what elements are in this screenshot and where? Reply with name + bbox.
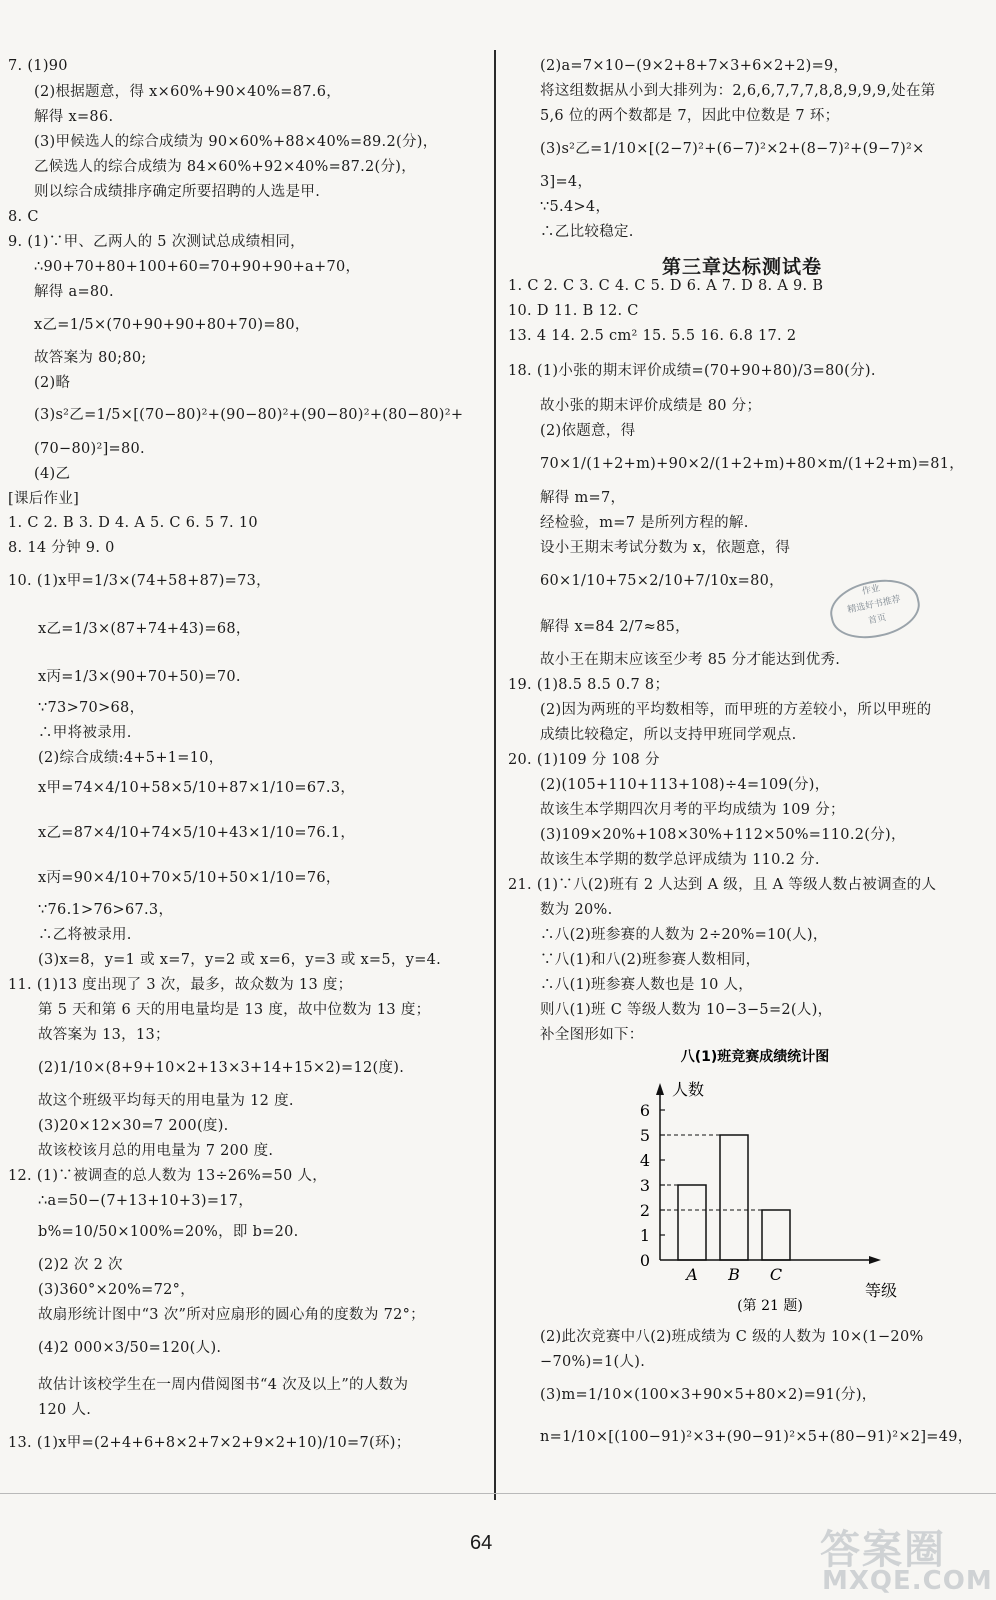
text-line: 7. (1)90 <box>8 58 68 74</box>
text-line: (4)乙 <box>34 466 71 482</box>
text-line: 解得 m=7， <box>540 490 626 506</box>
column-divider <box>494 50 496 1500</box>
text-line: (2)略 <box>34 375 71 391</box>
text-line: 数为 20%. <box>540 902 613 918</box>
text-line: 13. 4 14. 2.5 cm² 15. 5.5 16. 6.8 17. 2 <box>508 328 797 344</box>
y-tick-label: 6 <box>639 1101 650 1120</box>
text-line: 1. C 2. B 3. D 4. A 5. C 6. 5 7. 10 <box>8 515 258 531</box>
bar <box>762 1210 790 1260</box>
bar <box>678 1185 706 1260</box>
text-line: (3)s²乙=1/5×[(70−80)²+(90−80)²+(90−80)²+(80−80)²+ <box>34 407 464 423</box>
text-line: 8. 14 分钟 9. 0 <box>8 540 115 556</box>
page-number: 64 <box>470 1532 493 1554</box>
text-line: (2)(105+110+113+108)÷4=109(分)， <box>540 777 830 793</box>
stamp-line: 精选好书推荐 <box>846 594 902 616</box>
text-line: 设小王期末考试分数为 x，依题意，得 <box>540 540 791 556</box>
text-line: 70×1/(1+2+m)+90×2/(1+2+m)+80×m/(1+2+m)=81， <box>540 456 965 472</box>
text-line: ∴乙比较稳定. <box>540 224 634 240</box>
text-line: 1. C 2. C 3. C 4. C 5. D 6. A 7. D 8. A 9. B <box>508 278 824 294</box>
text-line: (3)109×20%+108×30%+112×50%=110.2(分)， <box>540 827 906 843</box>
text-line: 成绩比较稳定，所以支持甲班同学观点. <box>540 727 797 743</box>
text-line: x丙=90×4/10+70×5/10+50×1/10=76， <box>38 870 341 886</box>
text-line: ∵73>70>68， <box>38 700 145 716</box>
text-line: ∴八(1)班参赛人数也是 10 人， <box>540 977 754 993</box>
text-line: ∴甲将被录用. <box>38 725 132 741</box>
text-line: 第 5 天和第 6 天的用电量均是 13 度，故中位数为 13 度； <box>38 1002 431 1018</box>
text-line: 故估计该校学生在一周内借阅图书“4 次及以上”的人数为 <box>38 1377 409 1393</box>
text-line: 19. (1)8.5 8.5 0.7 8； <box>508 677 670 693</box>
text-line: (2)根据题意，得 x×60%+90×40%=87.6， <box>34 84 342 100</box>
bar <box>720 1135 748 1260</box>
text-line: ∵5.4>4， <box>540 199 611 215</box>
y-tick-label: 1 <box>639 1226 650 1245</box>
text-line: 9. (1)∵甲、乙两人的 5 次测试总成绩相同， <box>8 234 305 250</box>
y-axis-arrow <box>656 1083 664 1095</box>
text-line: (2)此次竞赛中八(2)班成绩为 C 级的人数为 10×(1−20% <box>540 1329 924 1345</box>
y-tick-label: 5 <box>639 1126 650 1145</box>
watermark-logo <box>820 1518 993 1598</box>
text-line: ∴a=50−(7+13+10+3)=17， <box>38 1193 254 1209</box>
text-line: (2)综合成绩:4+5+1=10， <box>38 750 224 766</box>
text-line: −70%)=1(人). <box>540 1354 646 1370</box>
text-line: 10. (1)x甲=1/3×(74+58+87)=73， <box>8 573 271 589</box>
y-tick-label: 2 <box>639 1201 650 1220</box>
text-line: 120 人. <box>38 1402 92 1418</box>
stamp-line: 作业 <box>861 583 881 598</box>
text-line: 故这个班级平均每天的用电量为 12 度. <box>38 1093 294 1109</box>
text-line: 故该生本学期四次月考的平均成绩为 109 分； <box>540 802 845 818</box>
text-line: 21. (1)∵八(2)班有 2 人达到 A 级，且 A 等级人数占被调查的人 <box>508 877 937 893</box>
text-line: 经检验，m=7 是所列方程的解. <box>540 515 749 531</box>
text-line: 13. (1)x甲=(2+4+6+8×2+7×2+9×2+10)/10=7(环)； <box>8 1435 411 1451</box>
text-line: 3]=4， <box>540 174 593 190</box>
text-line: x乙=1/5×(70+90+90+80+70)=80， <box>34 317 310 333</box>
text-line: ∴90+70+80+100+60=70+90+90+a+70， <box>34 259 361 275</box>
text-line: 12. (1)∵被调查的总人数为 13÷26%=50 人， <box>8 1168 328 1184</box>
watermark-sub: MXQE.COM <box>822 1566 993 1596</box>
text-line: 故答案为 80;80; <box>34 350 147 366</box>
text-line: 故该校该月总的用电量为 7 200 度. <box>38 1143 274 1159</box>
y-axis-label: 人数 <box>672 1080 705 1099</box>
text-line: (3)s²乙=1/10×[(2−7)²+(6−7)²×2+(8−7)²+(9−7)²× <box>540 141 925 157</box>
text-line: 故小张的期末评价成绩是 80 分； <box>540 398 762 414</box>
y-tick-label: 4 <box>639 1151 650 1170</box>
text-line: (70−80)²]=80. <box>34 441 145 457</box>
text-line: 18. (1)小张的期末评价成绩=(70+90+80)/3=80(分). <box>508 363 876 379</box>
watermark-text: 答案圈 <box>820 1527 946 1573</box>
text-line: (4)2 000×3/50=120(人). <box>38 1340 222 1356</box>
text-line: ∴八(2)班参赛的人数为 2÷20%=10(人)， <box>540 927 828 943</box>
text-line: x丙=1/3×(90+70+50)=70. <box>38 669 241 685</box>
text-line: (3)360°×20%=72°， <box>38 1282 195 1298</box>
text-line: ∴乙将被录用. <box>38 927 132 943</box>
text-line: x乙=87×4/10+74×5/10+43×1/10=76.1， <box>38 825 356 841</box>
text-line: 60×1/10+75×2/10+7/10x=80， <box>540 573 784 589</box>
x-tick-label: B <box>728 1265 740 1284</box>
text-line: 解得 x=84 2/7≈85， <box>540 619 690 635</box>
text-line: x乙=1/3×(87+74+43)=68， <box>38 621 251 637</box>
text-line: 故该生本学期的数学总评成绩为 110.2 分. <box>540 852 820 868</box>
chart-title: 八(1)班竞赛成绩统计图 <box>680 1049 830 1065</box>
x-tick-label: A <box>686 1265 698 1284</box>
text-line: (3)x=8，y=1 或 x=7，y=2 或 x=6，y=3 或 x=5，y=4. <box>38 952 442 968</box>
text-line: 则以综合成绩排序确定所要招聘的人选是甲. <box>34 184 321 200</box>
y-tick-label: 3 <box>639 1176 650 1195</box>
bar-chart <box>620 1045 898 1315</box>
text-line: n=1/10×[(100−91)²×3+(90−91)²×5+(80−91)²×2]=49， <box>540 1429 973 1445</box>
text-line: 乙候选人的综合成绩为 84×60%+92×40%=87.2(分)， <box>34 159 417 175</box>
text-line: (2)依题意，得 <box>540 423 636 439</box>
text-line: 8. C <box>8 209 39 225</box>
text-line: 20. (1)109 分 108 分 <box>508 752 660 768</box>
stamp-line: 首页 <box>867 612 888 627</box>
text-line: 解得 x=86. <box>34 109 114 125</box>
text-line: 故答案为 13，13； <box>38 1027 170 1043</box>
text-line: x甲=74×4/10+58×5/10+87×1/10=67.3， <box>38 780 356 796</box>
x-axis-label: 等级 <box>865 1281 898 1300</box>
text-line: (2)a=7×10−(9×2+8+7×3+6×2+2)=9， <box>540 58 849 74</box>
text-line: (3)20×12×30=7 200(度). <box>38 1118 229 1134</box>
y-tick-label: 0 <box>639 1251 650 1270</box>
text-line: 故扇形统计图中“3 次”所对应扇形的圆心角的度数为 72°； <box>38 1307 425 1323</box>
chapter-title: 第三章达标测试卷 <box>662 256 823 278</box>
text-line: 则八(1)班 C 等级人数为 10−3−5=2(人)， <box>540 1002 833 1018</box>
x-axis-arrow <box>869 1256 881 1264</box>
text-line: 5,6 位的两个数都是 7，因此中位数是 7 环； <box>540 108 840 124</box>
chart-caption: (第 21 题) <box>737 1298 803 1314</box>
bottom-rule <box>0 1493 996 1494</box>
text-line: (2)1/10×(8+9+10×2+13×3+14+15×2)=12(度). <box>38 1060 405 1076</box>
text-line: 11. (1)13 度出现了 3 次，最多，故众数为 13 度； <box>8 977 353 993</box>
x-tick-label: C <box>769 1265 783 1284</box>
text-line: ∵八(1)和八(2)班参赛人数相同， <box>540 952 761 968</box>
text-line: (2)因为两班的平均数相等，而甲班的方差较小，所以甲班的 <box>540 702 932 718</box>
text-line: [课后作业] <box>8 491 80 507</box>
text-line: (3)甲候选人的综合成绩为 90×60%+88×40%=89.2(分)， <box>34 134 438 150</box>
text-line: (2)2 次 2 次 <box>38 1257 123 1273</box>
text-line: ∵76.1>76>67.3， <box>38 902 174 918</box>
text-line: 补全图形如下： <box>540 1027 644 1043</box>
text-line: 将这组数据从小到大排列为：2,6,6,7,7,7,8,8,9,9,9,处在第 <box>540 83 936 99</box>
text-line: 故小王在期末应该至少考 85 分才能达到优秀. <box>540 652 841 668</box>
text-line: 解得 a=80. <box>34 284 114 300</box>
text-line: b%=10/50×100%=20%，即 b=20. <box>38 1224 299 1240</box>
text-line: (3)m=1/10×(100×3+90×5+80×2)=91(分)， <box>540 1387 877 1403</box>
text-line: 10. D 11. B 12. C <box>508 303 639 319</box>
stamp-seal <box>825 572 925 645</box>
